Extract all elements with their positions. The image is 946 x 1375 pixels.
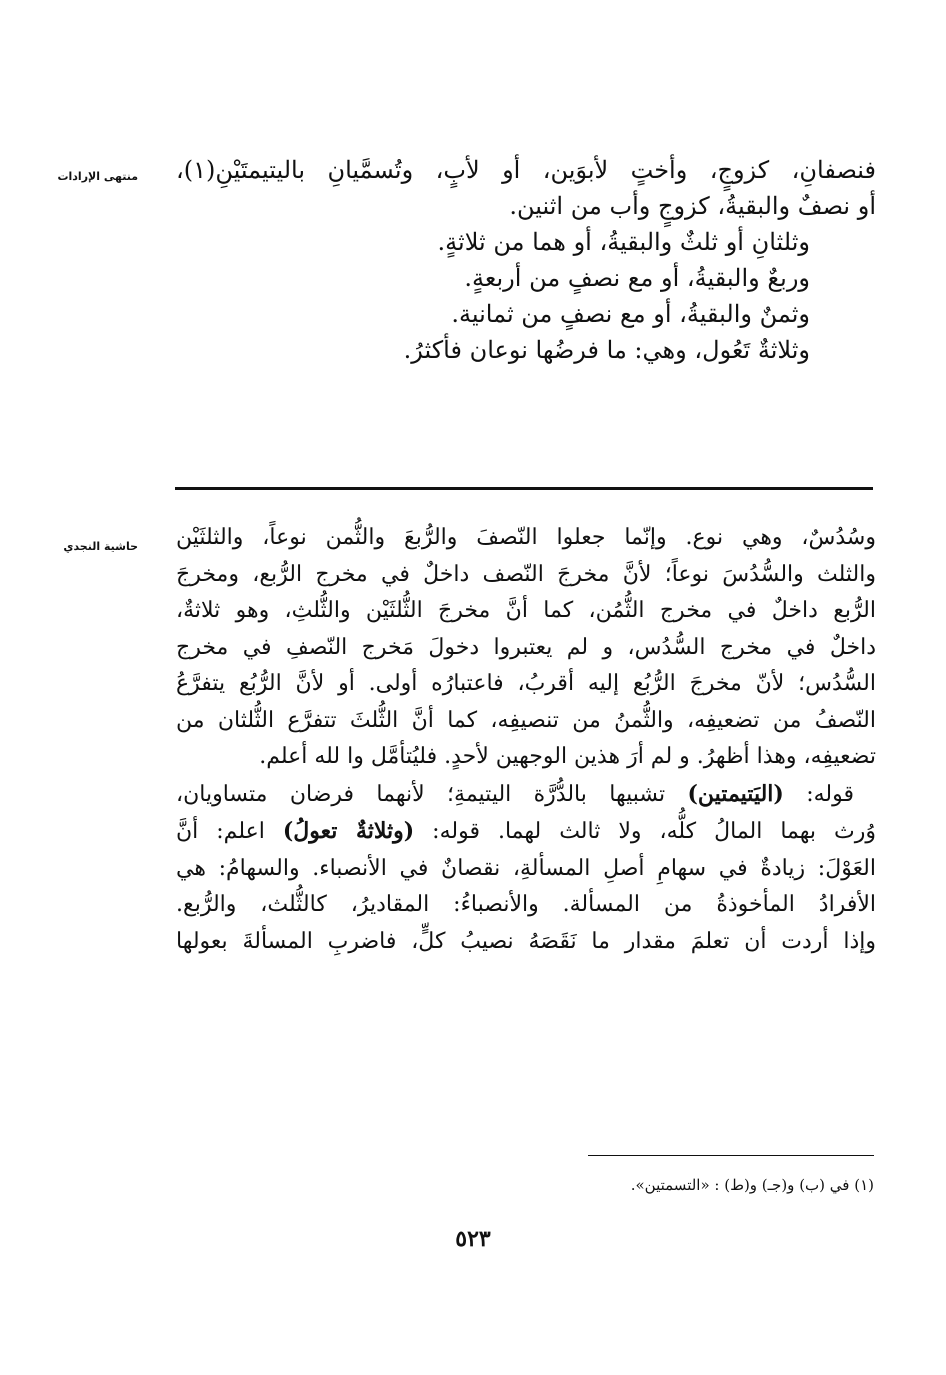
section-divider	[175, 487, 873, 490]
commentary-line: الرُّبع داخلٌ في مخرج الثُّمُن، كما أنَّ مخرجَ الثُّلثَيْن والثُّلثِ، وهو ثلاثةٌ،	[176, 598, 876, 624]
main-text-line: وثلاثةٌ تَعُول، وهي: ما فرضُها نوعان فأكثرُ.	[403, 336, 810, 364]
commentary-line: النّصفُ من تضعيفِه، والثُّمنُ من تنصيفِه، كما أنَّ الثُّلثَ تتفرَّع الثُّلثان من	[176, 707, 876, 733]
main-text-line: وثمنٌ والبقيةُ، أو مع نصفٍ من ثمانية.	[451, 300, 810, 328]
main-text-line: أو نصفٌ والبقيةُ، كزوجٍ وأب من اثنين.	[509, 192, 876, 220]
main-text-line: وثلثانِ أو ثلثٌ والبقيةُ، أو هما من ثلاثةٍ.	[437, 228, 810, 256]
commentary-line: العَوْلَ: زيادةٌ في سهامِ أصلِ المسألةِ، نقصانٌ في الأنصباء. والسهامُ: هي	[176, 855, 876, 881]
quoted-term: (وثلاثةٌ تعولُ)	[282, 818, 415, 845]
line-segment: اعلم: أنَّ	[176, 819, 283, 845]
main-text-line: فنصفانِ، كزوجٍ، وأختٍ لأبوَين، أو لأبٍ، وتُسمَّيانِ باليتيمتَيْنِ(١)،	[176, 156, 876, 184]
commentary-text	[176, 520, 876, 960]
commentary-line: الأفرادُ المأخوذةُ من المسألة. والأنصباءُ: المقاديرُ، كالثُّلث، والرُّبع.	[176, 892, 876, 918]
commentary-line: السُّدُس؛ لأنّ مخرجَ الرُّبُع إليه أقربُ، فاعتبارُه أولى. أو لأنَّ الرُّبُع يتفرَّعُ	[176, 671, 876, 697]
footnote: (١) في (ب) و(جـ) و(ط) : «التسمتين».	[630, 1176, 874, 1194]
margin-label-main-text: منتهى الإرادات	[57, 170, 138, 183]
main-text-line: وربعٌ والبقيةُ، أو مع نصفٍ من أربعةٍ.	[464, 264, 810, 292]
main-text	[176, 152, 876, 368]
page-number: ٥٢٣	[455, 1226, 491, 1252]
commentary-line: والثلث والسُّدُسَ نوعاً؛ لأنَّ مخرجَ النّصف داخلٌ في مخرج الرُّبع، ومخرجَ	[176, 561, 876, 587]
commentary-line: وإذا أردت أن تعلمَ مقدار ما نَقَصَهُ نصيبُ كلٍّ، فاضربِ المسألةَ بعولها	[176, 928, 876, 954]
commentary-line	[176, 813, 876, 851]
quote-gloss: تشبيها بالدُّرَّة اليتيمةِ؛ لأنهما فرضان متساويان،	[176, 781, 688, 807]
commentary-paragraph-start	[176, 776, 876, 814]
commentary-line: تضعيفِه، وهذا أظهرُ. و لم أرَ هذين الوجهين لأحدٍ. فليُتأمَّل وا لله أعلم.	[259, 744, 876, 770]
quote-intro: قوله:	[783, 781, 854, 807]
quoted-term: (اليَتيمتين)	[687, 780, 784, 807]
commentary-line: داخلٌ في مخرج السُّدُس، و لم يعتبروا دخولَ مَخرج النّصفِ في مخرج	[176, 634, 876, 660]
margin-label-commentary: حاشية النجدي	[63, 540, 138, 553]
commentary-line: وسُدُسٌ، وهي نوع. وإنّما جعلوا النّصفَ والرُّبعَ والثُّمن نوعاً، والثلثَيْن	[176, 525, 876, 550]
line-segment: وُرث بهما المالُ كلُّه، ولا ثالث لهما. قوله:	[414, 819, 876, 845]
footnote-divider	[588, 1155, 874, 1156]
